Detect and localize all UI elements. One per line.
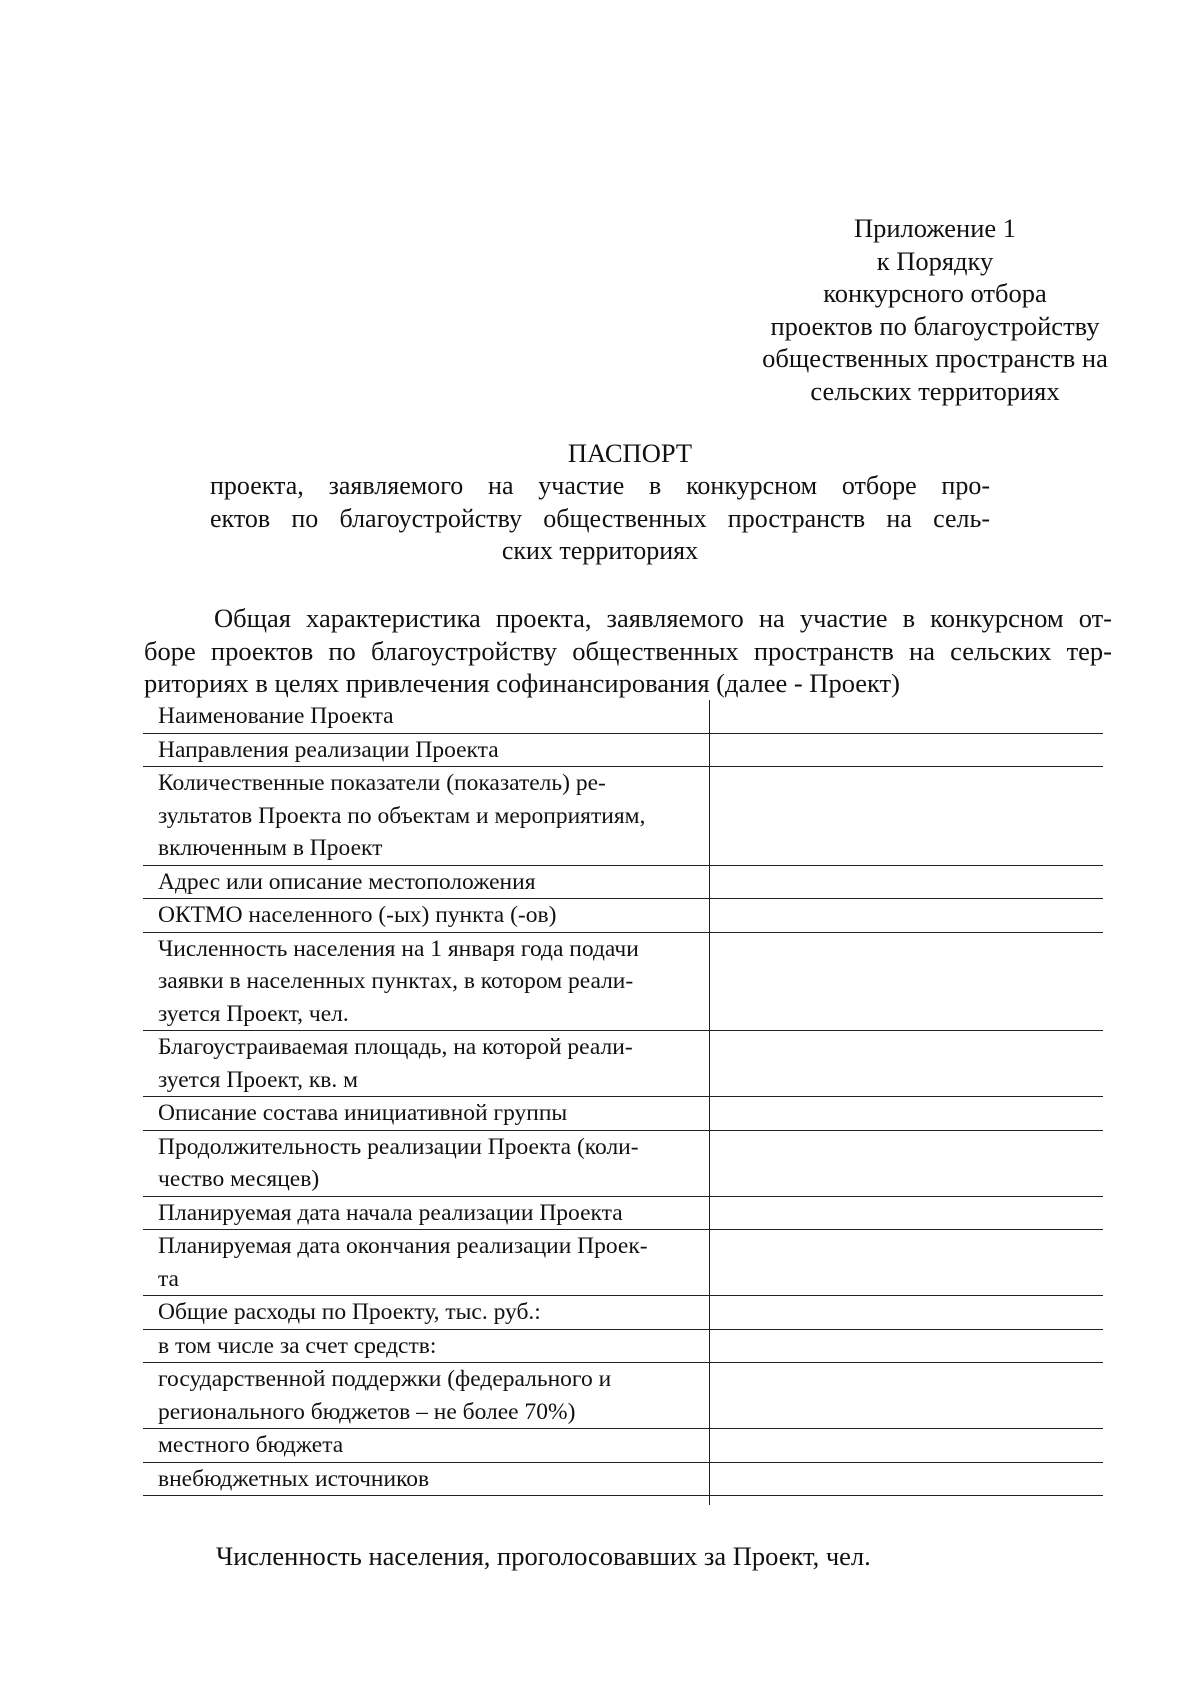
table-row <box>143 932 1103 1031</box>
passport-table <box>143 700 1103 1496</box>
row-label-line: ОКТМО населенного (-ых) пункта (-ов) <box>158 902 557 928</box>
row-label-line: местного бюджета <box>158 1432 344 1458</box>
row-label-line: Благоустраиваемая площадь, на которой реали- <box>158 1034 633 1060</box>
column-divider <box>709 700 710 1505</box>
row-label-line: Описание состава инициативной группы <box>158 1100 568 1126</box>
row-value-field[interactable] <box>709 1097 1103 1131</box>
row-label-line: регионального бюджетов – не более 70%) <box>158 1398 576 1425</box>
appendix-line: общественных пространств на <box>762 343 1108 373</box>
row-value-field[interactable] <box>709 899 1103 933</box>
row-label <box>143 932 709 1031</box>
row-label-line: та <box>158 1265 179 1292</box>
row-value-field[interactable] <box>709 1462 1103 1496</box>
appendix-line: проектов по благоустройству <box>770 310 1100 341</box>
row-label-line: зуется Проект, чел. <box>158 1000 349 1027</box>
row-value-field[interactable] <box>709 1196 1103 1230</box>
row-label <box>143 1130 709 1196</box>
table-row <box>143 1230 1103 1296</box>
row-value-field[interactable] <box>709 1230 1103 1296</box>
row-label <box>143 1363 709 1429</box>
table-row <box>143 1429 1103 1463</box>
row-label-line: Направления реализации Проекта <box>158 736 499 763</box>
row-value-field[interactable] <box>709 1363 1103 1429</box>
table-row <box>143 1031 1103 1097</box>
table-row <box>143 733 1103 767</box>
row-label-line: Адрес или описание местоположения <box>158 868 536 895</box>
row-label-line: Планируемая дата начала реализации Проекта <box>158 1199 623 1226</box>
appendix-heading <box>740 212 1130 407</box>
row-label-line: Численность населения на 1 января года подачи <box>158 935 639 962</box>
table-row <box>143 865 1103 899</box>
table-row <box>143 1329 1103 1363</box>
footer-text: Численность населения, проголосовавших за Проект, чел. <box>216 1541 871 1571</box>
row-label <box>143 1296 709 1330</box>
row-label-line: внебюджетных источников <box>158 1465 430 1492</box>
document-title: ПАСПОРТ <box>567 438 693 468</box>
row-value-field[interactable] <box>709 1296 1103 1330</box>
row-value-field[interactable] <box>709 767 1103 866</box>
row-label-line: в том числе за счет средств: <box>158 1332 437 1359</box>
row-label <box>143 700 709 733</box>
appendix-line: Приложение 1 <box>853 213 1017 243</box>
intro-paragraph <box>144 602 1112 700</box>
row-label <box>143 865 709 899</box>
row-label-line: включенным в Проект <box>158 835 383 861</box>
row-value-field[interactable] <box>709 932 1103 1031</box>
row-value-field[interactable] <box>709 1429 1103 1463</box>
row-value-field[interactable] <box>709 700 1103 733</box>
passport-table-container <box>143 700 1103 1496</box>
row-label-line: чество месяцев) <box>158 1166 320 1192</box>
row-label <box>143 1230 709 1296</box>
row-label <box>143 733 709 767</box>
table-row <box>143 899 1103 933</box>
row-label <box>143 1196 709 1230</box>
row-label-line: государственной поддержки (федерального и <box>158 1366 612 1392</box>
intro-line: риториях в целях привлечения софинансирования (далее - Проект) <box>144 668 900 698</box>
row-value-field[interactable] <box>709 1031 1103 1097</box>
row-label-line: Планируемая дата окончания реализации Проек- <box>158 1233 648 1259</box>
table-row <box>143 1130 1103 1196</box>
subtitle-line: ектов по благоустройству общественных пространств на сель- <box>210 503 990 533</box>
table-row <box>143 1196 1103 1230</box>
row-label-line: зультатов Проекта по объектам и мероприятиям, <box>158 802 646 829</box>
appendix-line: конкурсного отбора <box>823 278 1047 308</box>
row-label-line: зуется Проект, кв. м <box>158 1066 359 1093</box>
subtitle-line: ских территориях <box>501 536 699 565</box>
appendix-line: сельских территориях <box>810 375 1060 406</box>
row-label <box>143 767 709 866</box>
intro-line: боре проектов по благоустройству общественных пространств на сельских тер- <box>144 635 1112 666</box>
row-label <box>143 1031 709 1097</box>
row-label <box>143 1097 709 1131</box>
row-label-line: Наименование Проекта <box>158 703 394 729</box>
appendix-line: к Порядку <box>876 245 994 276</box>
row-value-field[interactable] <box>709 865 1103 899</box>
subtitle-line: проекта, заявляемого на участие в конкурсном отборе про- <box>210 471 990 500</box>
table-row <box>143 1363 1103 1429</box>
table-row <box>143 1296 1103 1330</box>
row-label <box>143 899 709 933</box>
table-row <box>143 1462 1103 1496</box>
row-value-field[interactable] <box>709 1130 1103 1196</box>
row-value-field[interactable] <box>709 733 1103 767</box>
table-row <box>143 1097 1103 1131</box>
document-subtitle <box>210 470 990 568</box>
row-label <box>143 1329 709 1363</box>
table-row <box>143 700 1103 733</box>
row-label-line: Продолжительность реализации Проекта (коли- <box>158 1133 639 1160</box>
row-label <box>143 1429 709 1463</box>
row-label-line: Количественные показатели (показатель) ре- <box>158 770 606 796</box>
intro-line: Общая характеристика проекта, заявляемого на участие в конкурсном от- <box>214 603 1112 633</box>
row-label <box>143 1462 709 1496</box>
row-label-line: заявки в населенных пунктах, в котором реали- <box>158 968 634 994</box>
table-row <box>143 767 1103 866</box>
row-label-line: Общие расходы по Проекту, тыс. руб.: <box>158 1299 541 1325</box>
row-value-field[interactable] <box>709 1329 1103 1363</box>
